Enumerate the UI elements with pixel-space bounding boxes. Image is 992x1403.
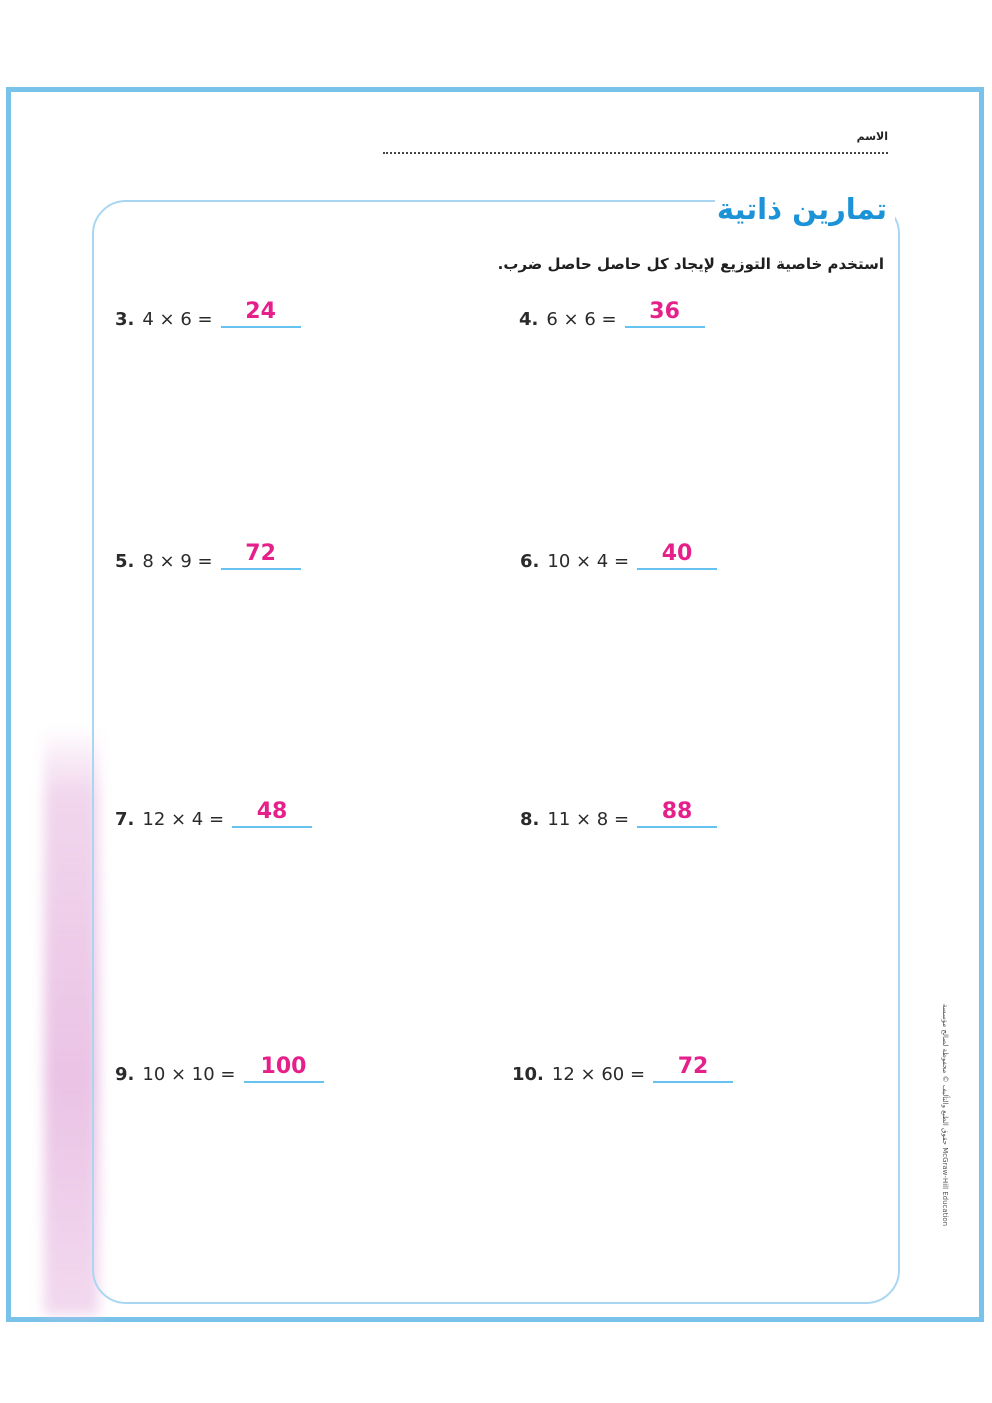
problem-expression: 11 × 8 = xyxy=(547,809,630,830)
problem-number: 3. xyxy=(115,309,135,330)
problem-expression: 10 × 4 = xyxy=(547,551,630,572)
answer-field[interactable] xyxy=(653,1045,733,1083)
problem-expression: 12 × 60 = xyxy=(551,1064,646,1085)
answer-field[interactable] xyxy=(221,532,301,570)
problem-8 xyxy=(520,790,717,830)
answer-field[interactable] xyxy=(244,1045,324,1083)
problem-expression: 12 × 4 = xyxy=(142,809,225,830)
problem-10 xyxy=(512,1045,733,1085)
problem-7 xyxy=(115,790,312,830)
answer-value: 40 xyxy=(661,541,693,566)
problem-number: 8. xyxy=(520,809,540,830)
name-label: الاسم xyxy=(856,130,888,143)
name-dotted-line xyxy=(383,152,888,154)
answer-value: 48 xyxy=(256,799,288,824)
exercise-box xyxy=(92,200,900,1304)
problem-expression: 8 × 9 = xyxy=(142,551,213,572)
answer-value: 72 xyxy=(677,1054,709,1079)
problem-number: 4. xyxy=(519,309,539,330)
problem-number: 7. xyxy=(115,809,135,830)
problem-9 xyxy=(115,1045,324,1085)
problem-number: 6. xyxy=(520,551,540,572)
answer-value: 24 xyxy=(245,299,276,324)
copyright-credit xyxy=(938,970,952,1260)
problem-expression: 6 × 6 = xyxy=(546,309,617,330)
answer-field[interactable] xyxy=(637,790,717,828)
answer-value: 72 xyxy=(245,541,276,566)
name-field[interactable] xyxy=(383,130,888,158)
instruction-text: استخدم خاصية التوزيع لإيجاد كل حاصل حاصل ضرب. xyxy=(497,255,884,273)
problem-number: 5. xyxy=(115,551,135,572)
section-title: تمارين ذاتية xyxy=(716,192,887,226)
problem-5 xyxy=(115,532,301,572)
problem-3 xyxy=(115,290,301,330)
problem-expression: 10 × 10 = xyxy=(142,1064,236,1085)
pink-wash-decoration xyxy=(44,725,99,1315)
copyright-text: حقوق الطبع والتأليف © محفوظة لصالح مؤسسة McGraw-Hill Education xyxy=(941,1003,949,1227)
answer-field[interactable] xyxy=(625,290,705,328)
answer-value: 36 xyxy=(649,299,680,324)
answer-value: 88 xyxy=(661,799,693,824)
problem-number: 9. xyxy=(115,1064,135,1085)
problem-6 xyxy=(520,532,717,572)
problem-4 xyxy=(519,290,705,330)
problem-number: 10. xyxy=(512,1064,544,1085)
answer-field[interactable] xyxy=(232,790,312,828)
problem-expression: 4 × 6 = xyxy=(142,309,213,330)
answer-value: 100 xyxy=(260,1054,307,1079)
answer-field[interactable] xyxy=(637,532,717,570)
answer-field[interactable] xyxy=(221,290,301,328)
